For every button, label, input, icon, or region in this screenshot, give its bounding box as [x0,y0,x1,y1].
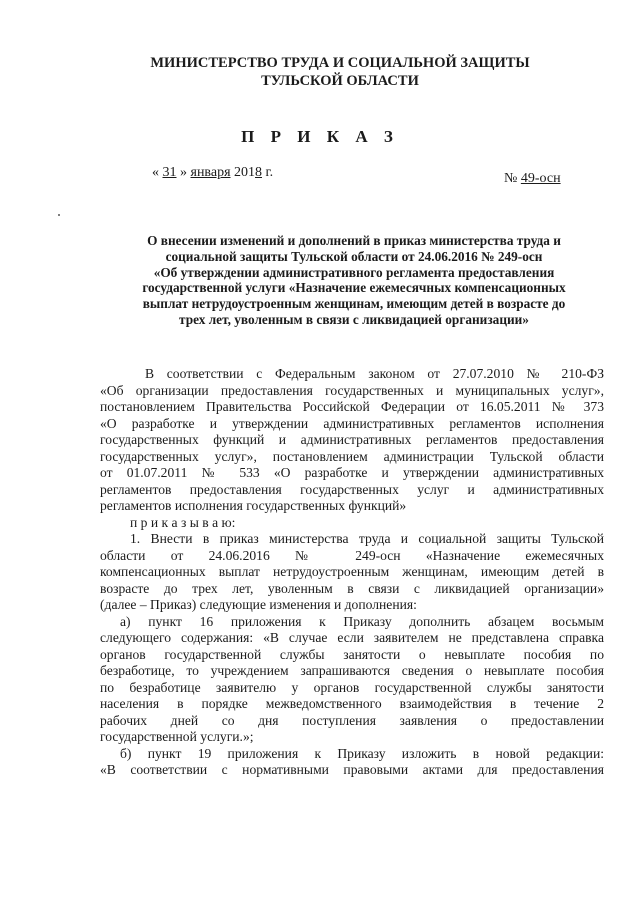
body-line: следующего содержания: «В случае если заявителем не представлена справка [100,630,604,645]
ministry-line-1: МИНИСТЕРСТВО ТРУДА И СОЦИАЛЬНОЙ ЗАЩИТЫ [150,55,530,71]
body-line: «О разработке и утверждении административных регламентов исполнения [100,415,604,431]
date-month: января [190,165,231,180]
subject-line: О внесении изменений и дополнений в приказ министерства труда и [147,233,561,248]
date-year [234,165,262,180]
body-line: по безработице заявителю у органов государственной службы занятости [100,679,604,695]
order-number [504,171,561,187]
order-directive: п р и к а з ы в а ю: [130,514,236,530]
date-open-quote: « [152,165,159,180]
date-day: 31 [162,165,177,180]
body-line: рабочих дней со дня поступления заявления о предоставлении [100,712,604,728]
scan-speck [58,214,60,216]
body-line: 1. Внести в приказ министерства труда и социальной защиты Тульской [130,531,604,546]
number-value: 49-осн [520,171,561,186]
body-line: регламентов предоставления государственных услуг и административных [100,481,604,497]
body-line: государственных услуг», постановлением администрации Тульской области [100,448,604,464]
body-line: В соответствии с Федеральным законом от 27.07.2010 № 210-ФЗ [145,366,604,381]
body-line: постановлением Правительства Российской Федерации от 16.05.2011 № 373 [100,399,604,414]
ministry-heading [120,54,560,90]
date-year-unit: г. [265,165,274,180]
body-line: государственных функций и административных регламентов предоставления [100,432,604,447]
order-date [152,165,273,181]
date-year-suffix: 8 [255,165,263,180]
subject-line: выплат нетрудоустроенным женщинам, имеющим детей в возрасте до [142,296,566,312]
body-line: «Об организации предоставления государственных и муниципальных услуг», [100,382,604,398]
body-line: области от 24.06.2016 № 249-осн «Назначение ежемесячных [100,547,604,563]
subject-line: «Об утверждении административного регламента предоставления [153,264,555,280]
date-year-prefix: 201 [234,165,256,180]
subject-line: государственной услуги «Назначение ежемесячных компенсационных [142,280,566,296]
number-prefix: № [504,171,518,186]
body-line: органов государственной службы занятости о невыплате пособия по [100,646,604,662]
body-line: компенсационных выплат нетрудоустроенным женщинам, имеющим детей в [100,564,604,579]
body-line: б) пункт 19 приложения к Приказу изложить в новой редакции: [120,745,604,761]
order-subject [108,233,600,328]
body-line: (далее – Приказ) следующие изменения и дополнения: [100,597,417,612]
ministry-line-2: ТУЛЬСКОЙ ОБЛАСТИ [261,73,419,89]
body-line: государственной услуги.»; [100,729,254,744]
body-line: «В соответствии с нормативными правовыми актами для предоставления [100,762,604,777]
subject-line: трех лет, уволенным в связи с ликвидацией организации» [179,311,529,327]
body-line: а) пункт 16 приложения к Приказу дополнить абзацем восьмым [120,613,604,629]
body-line: населения в порядке межведомственного взаимодействия в течение 2 [100,696,604,711]
date-close-quote: » [180,165,187,180]
body-line: возрасте до трех лет, уволенным в связи с ликвидацией организации» [100,580,604,596]
order-title: П Р И К А З [241,127,399,146]
body-line: безработице, то учреждением запрашиваются сведения о невыплате пособия [100,663,604,678]
body-line: регламентов исполнения государственных функций» [100,498,407,513]
subject-line: социальной защиты Тульской области от 24.06.2016 № 249-осн [165,248,543,264]
order-body [100,366,604,779]
body-line: от 01.07.2011 № 533 «О разработке и утверждении административных [100,465,604,480]
